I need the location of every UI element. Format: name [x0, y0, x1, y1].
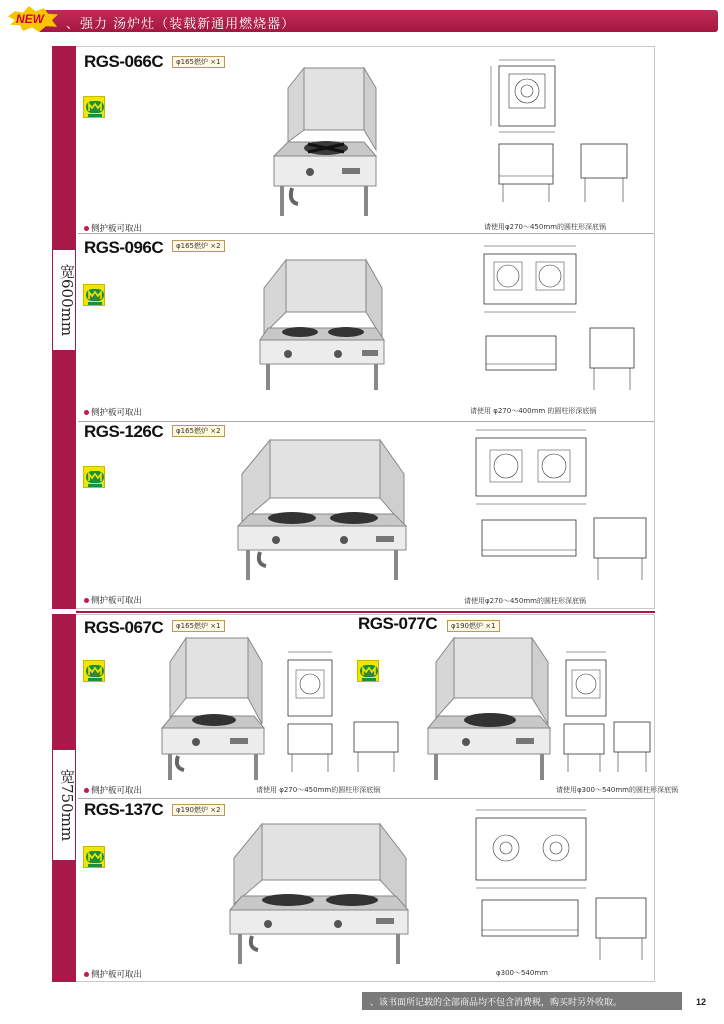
- burner-spec: φ165燃炉 ×2: [172, 240, 225, 252]
- model-name: RGS-096C: [84, 238, 164, 257]
- certification-logo-icon: [83, 466, 105, 488]
- pot-size-note: 请使用 φ270～400mm 的圆柱形深底锅: [470, 407, 597, 415]
- model-name: RGS-126C: [84, 422, 164, 441]
- section-separator: [76, 611, 655, 613]
- pot-size-note: φ300～540mm: [496, 969, 548, 977]
- certification-logo-icon: [83, 284, 105, 306]
- certification-logo-icon: [357, 660, 379, 682]
- pot-size-note: 请使用φ270～450mm的圆柱形深底锅: [464, 597, 586, 605]
- dimension-drawing: [462, 424, 652, 596]
- single-burner-stove-illustration: [426, 632, 554, 782]
- dimension-drawing: [470, 240, 640, 410]
- pot-size-note: 请使用φ270～450mm的圆柱形深底锅: [484, 223, 606, 231]
- wide-double-burner-stove-illustration: [228, 818, 412, 968]
- single-burner-stove-illustration: [270, 60, 380, 220]
- bullet-icon: [84, 598, 89, 603]
- side-panel-note: 侧护板可取出: [84, 594, 142, 606]
- model-name: RGS-067C: [84, 618, 164, 637]
- burner-spec: φ165燃炉 ×2: [172, 425, 225, 437]
- model-name: RGS-077C: [358, 614, 438, 633]
- pot-size-note: 请使用φ300～540mm的圆柱形深底锅: [556, 786, 678, 794]
- side-panel-note: 侧护板可取出: [84, 406, 142, 418]
- header-title: 、强力 汤炉灶（装载新通用燃烧器）: [66, 17, 296, 32]
- dimension-drawing: [278, 636, 406, 786]
- bullet-icon: [84, 226, 89, 231]
- pot-size-note: 请使用 φ270～450mm的圆柱形深底锅: [256, 786, 381, 794]
- burner-spec: φ165燃炉 ×1: [172, 620, 225, 632]
- side-label-750: 宽750mm: [53, 750, 75, 860]
- dimension-drawing: [462, 802, 652, 972]
- footer-disclaimer: 、该书面所记载的全部商品均不包含消费税，购买时另外收取。: [370, 998, 623, 1008]
- page-header: [0, 4, 724, 34]
- model-name: RGS-137C: [84, 800, 164, 819]
- side-label-600: 宽600mm: [53, 250, 75, 350]
- certification-logo-icon: [83, 846, 105, 868]
- model-name: RGS-066C: [84, 52, 164, 71]
- certification-logo-icon: [83, 96, 105, 118]
- product-divider: [78, 233, 654, 234]
- new-badge: [8, 6, 58, 32]
- double-burner-stove-illustration: [258, 254, 388, 394]
- burner-spec: φ190燃炉 ×2: [172, 804, 225, 816]
- product-divider: [78, 421, 654, 422]
- page-number: 12: [696, 997, 707, 1007]
- side-panel-note: 侧护板可取出: [84, 222, 142, 234]
- bullet-icon: [84, 410, 89, 415]
- dimension-drawing: [485, 52, 635, 222]
- side-panel-note: 侧护板可取出: [84, 784, 142, 796]
- burner-spec: φ165燃炉 ×1: [172, 56, 225, 68]
- certification-logo-icon: [83, 660, 105, 682]
- burner-spec: φ190燃炉 ×1: [447, 620, 500, 632]
- product-divider: [78, 798, 654, 799]
- single-burner-stove-illustration: [160, 632, 268, 782]
- new-badge-label: NEW: [16, 12, 44, 26]
- side-panel-note: 侧护板可取出: [84, 968, 142, 980]
- wide-double-burner-stove-illustration: [236, 434, 410, 584]
- bullet-icon: [84, 788, 89, 793]
- dimension-drawing: [558, 636, 654, 786]
- bullet-icon: [84, 972, 89, 977]
